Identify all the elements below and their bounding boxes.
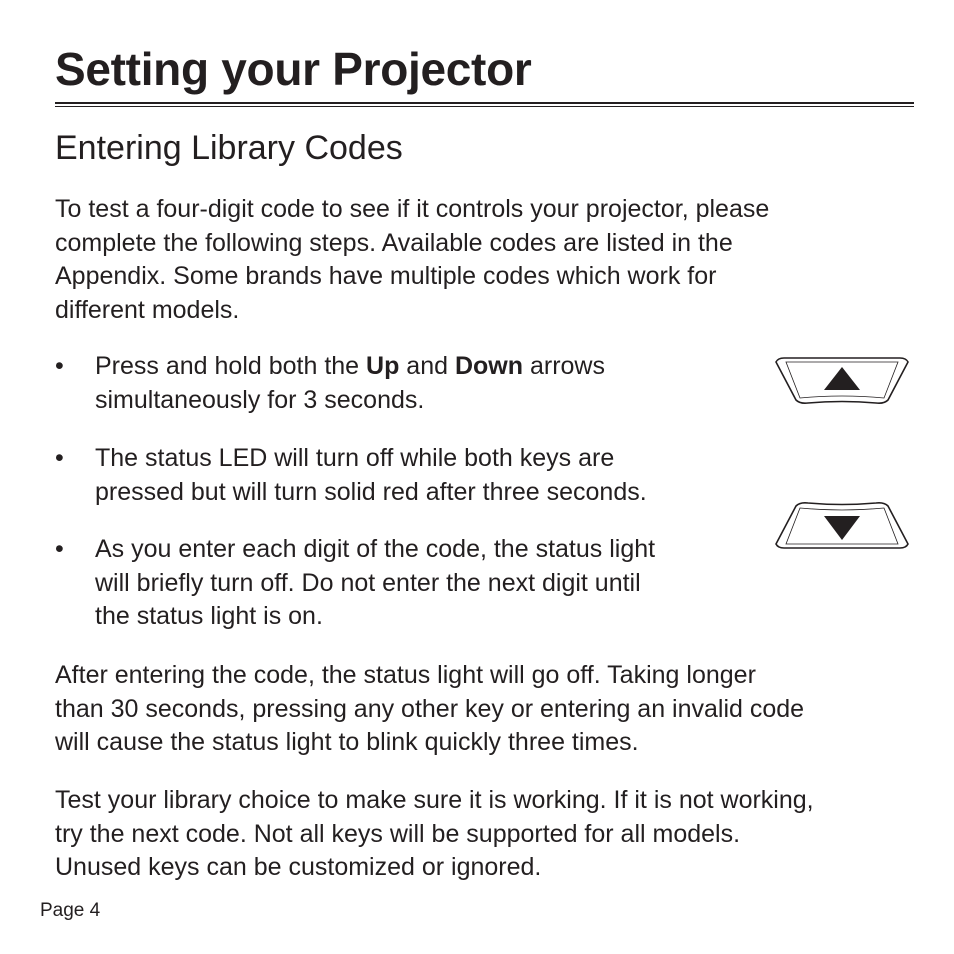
intro-line: To test a four-digit code to see if it controls your projector, please (55, 195, 770, 223)
down-arrow-key-icon (772, 500, 912, 552)
step-line: will briefly turn off. Do not enter the next digit until (95, 568, 641, 597)
step-line (95, 350, 605, 384)
intro-paragraph (55, 193, 925, 327)
bullet-dot: • (55, 352, 64, 380)
down-keyword: Down (454, 352, 524, 380)
bullet-dot: • (55, 535, 64, 563)
test-choice-line: try the next code. Not all keys will be supported for all models. (55, 819, 741, 848)
step-line: As you enter each digit of the code, the status light (95, 535, 656, 563)
page-number: Page 4 (40, 900, 101, 921)
after-entry-line: than 30 seconds, pressing any other key or entering an invalid code (55, 694, 805, 723)
test-choice-paragraph (55, 784, 925, 885)
intro-line: complete the following steps. Available codes are listed in the (55, 228, 733, 257)
step-line: The status LED will turn off while both keys are (95, 444, 615, 472)
step-text: arrows (523, 352, 605, 380)
after-entry-line: After entering the code, the status light will go off. Taking longer (55, 661, 756, 689)
after-entry-line: will cause the status light to blink quickly three times. (55, 728, 639, 756)
title-rule (55, 102, 914, 107)
section-heading: Entering Library Codes (55, 129, 403, 167)
step-line: the status light is on. (95, 602, 323, 630)
intro-line: different models. (55, 295, 240, 324)
step-line: simultaneously for 3 seconds. (95, 385, 425, 414)
page-title: Setting your Projector (55, 43, 532, 95)
intro-line: Appendix. Some brands have multiple codes which work for (55, 262, 717, 290)
test-choice-line: Unused keys can be customized or ignored. (55, 853, 542, 881)
up-keyword: Up (366, 352, 400, 380)
bullet-dot: • (55, 444, 64, 472)
after-entry-paragraph (55, 659, 925, 760)
step-text: and (399, 352, 455, 380)
step-line: pressed but will turn solid red after three seconds. (95, 477, 647, 506)
up-arrow-key-icon (772, 354, 912, 406)
test-choice-line: Test your library choice to make sure it is working. If it is not working, (55, 786, 814, 814)
step-text: Press and hold both the (95, 352, 367, 380)
